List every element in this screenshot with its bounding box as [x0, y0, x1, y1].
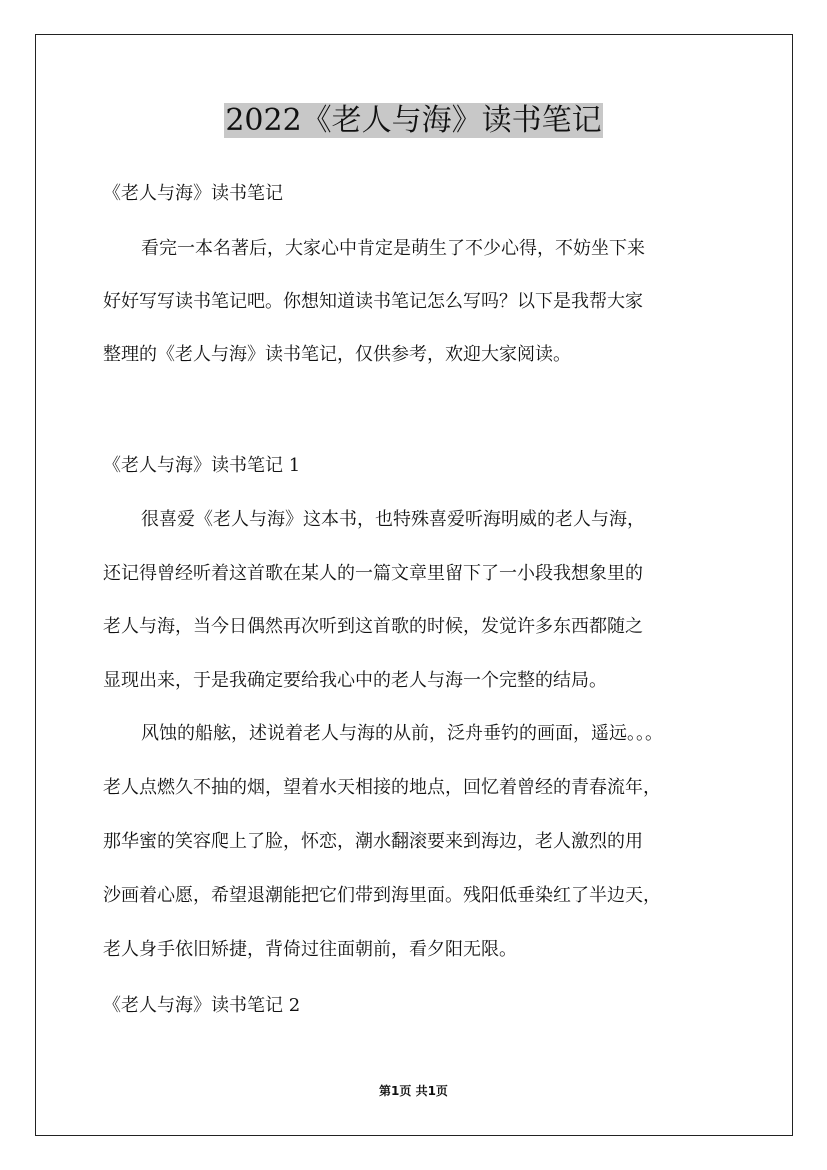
document-title — [0, 101, 827, 141]
intro-heading: 《老人与海》读书笔记 — [103, 183, 283, 204]
section1-para2-line-3: 那华蜜的笑容爬上了脸，怀恋，潮水翻滚要来到海边，老人激烈的用 — [103, 831, 643, 852]
section1-para2-line-5: 老人身手依旧矫捷，背倚过往面朝前，看夕阳无限。 — [103, 939, 517, 960]
section1-para1-line-3: 老人与海，当今日偶然再次听到这首歌的时候，发觉许多东西都随之 — [103, 616, 643, 637]
section1-para2-line-4: 沙画着心愿，希望退潮能把它们带到海里面。残阳低垂染红了半边天， — [103, 885, 661, 906]
section1-para2-line-2: 老人点燃久不抽的烟，望着水天相接的地点，回忆着曾经的青春流年， — [103, 777, 661, 798]
document-title-text: 2022《老人与海》读书笔记 — [225, 103, 602, 138]
section1-para1-line-2: 还记得曾经听着这首歌在某人的一篇文章里留下了一小段我想象里的 — [103, 563, 643, 584]
section1-heading: 《老人与海》读书笔记 1 — [103, 455, 301, 476]
section1-para2-line-1: 风蚀的船舷，述说着老人与海的从前，泛舟垂钓的画面，遥远。。。 — [141, 723, 663, 744]
intro-line-3: 整理的《老人与海》读书笔记，仅供参考，欢迎大家阅读。 — [103, 344, 571, 365]
intro-line-1: 看完一本名著后，大家心中肯定是萌生了不少心得，不妨坐下来 — [141, 238, 645, 259]
section1-para1-line-4: 显现出来，于是我确定要给我心中的老人与海一个完整的结局。 — [103, 670, 607, 691]
intro-line-2: 好好写写读书笔记吧。你想知道读书笔记怎么写吗？以下是我帮大家 — [103, 291, 643, 312]
page-footer: 第1页 共1页 — [379, 1084, 448, 1098]
section1-para1-line-1: 很喜爱《老人与海》这本书，也特殊喜爱听海明威的老人与海， — [141, 509, 645, 530]
section2-heading: 《老人与海》读书笔记 2 — [103, 995, 301, 1016]
